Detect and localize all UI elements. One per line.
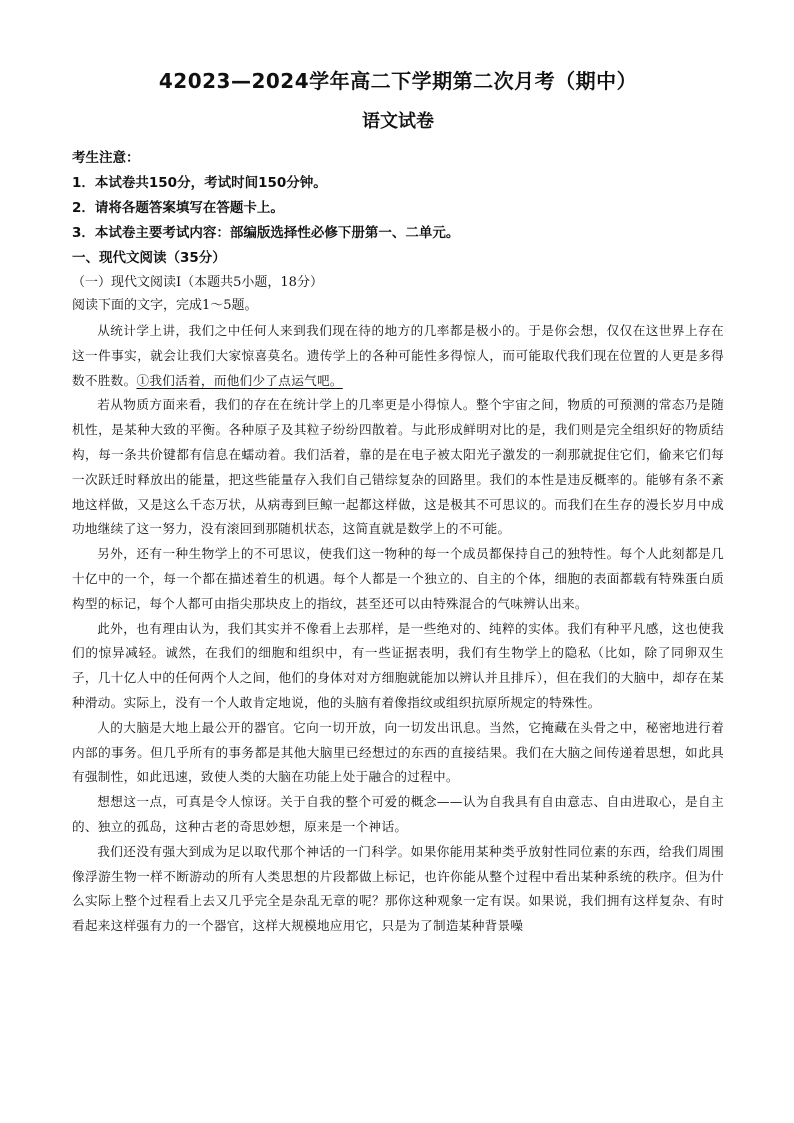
exam-subtitle: 语文试卷 <box>362 111 434 132</box>
passage-paragraph <box>72 319 724 393</box>
passage-text: 从统计学上讲，我们之中任何人来到我们现在待的地方的几率都是极小的。于是你会想，仅仅在这世界上存在这一件事实，就会让我们大家惊喜莫名。遗传学上的各种可能性多得惊人，而可能取代我们现在位置的人更是多得数不胜数。 <box>72 323 724 388</box>
passage-paragraph: 若从物质方面来看，我们的存在在统计学上的几率更是小得惊人。整个宇宙之间，物质的可预测的常态乃是随机性，是某种大致的平衡。各种原子及其粒子纷纷四散着。与此形成鲜明对比的是，我们则是完全组织好的物质结构，每一条共价键都有信息在蠕动着。我们活着，靠的是在电子被太阳光子激发的一刹那就捉住它们，偷来它们每一次跃迁时释放出的能量，把这些能量存入我们自己错综复杂的回路里。我们的本性是违反概率的。能够有条不紊地这样做，又是这么千态万状，从病毒到巨鲸一起都这样做，这是极其不可思议的。而我们在生存的漫长岁月中成功地继续了这一努力，没有滚回到那随机状态，这简直就是数学上的不可能。 <box>72 397 724 537</box>
underlined-sentence: ①我们活着，而他们少了点运气吧。 <box>136 372 343 388</box>
reading-passage <box>72 319 724 939</box>
section-heading: 一、现代文阅读（35分） <box>72 250 226 266</box>
reading-instruction: 阅读下面的文字，完成1～5题。 <box>72 298 258 313</box>
passage-paragraph: 想想这一点，可真是令人惊讶。关于自我的整个可爱的概念——认为自我具有自由意志、自由进取心，是自主的、独立的孤岛，这种古老的奇思妙想，原来是一个神话。 <box>72 794 724 834</box>
notice-item: 3．本试卷主要考试内容：部编版选择性必修下册第一、二单元。 <box>72 225 460 241</box>
notice-item: 2．请将各题答案填写在答题卡上。 <box>72 200 284 216</box>
exam-title: 42023—2024学年高二下学期第二次月考（期中） <box>158 69 638 93</box>
passage-paragraph: 另外，还有一种生物学上的不可思议，使我们这一物种的每一个成员都保持自己的独特性。每个人此刻都是几十亿中的一个，每一个都在描述着生的机遇。每个人都是一个独立的、自主的个体，细胞的表面都载有特殊蛋白质构型的标记，每个人都可由指尖那块皮上的指纹，甚至还可以由特殊混合的气味辨认出来。 <box>72 546 724 611</box>
section-subheading: （一）现代文阅读Ⅰ（本题共5小题，18分） <box>72 275 323 290</box>
notice-heading: 考生注意： <box>72 150 140 166</box>
notice-item: 1．本试卷共150分，考试时间150分钟。 <box>72 175 327 191</box>
passage-paragraph: 我们还没有强大到成为足以取代那个神话的一门科学。如果你能用某种类乎放射性同位素的东西，给我们周围像浮游生物一样不断游动的所有人类思想的片段都做上标记，也许你能从整个过程中看出某种系统的秩序。但为什么实际上整个过程看上去又几乎完全是杂乱无章的呢？那你这种观象一定有误。如果说，我们拥有这样复杂、有时看起来这样强有力的一个器官，这样大规模地应用它，只是为了制造某种背景噪 <box>72 843 724 934</box>
passage-paragraph: 人的大脑是大地上最公开的器官。它向一切开放，向一切发出讯息。当然，它掩藏在头骨之中，秘密地进行着内部的事务。但几乎所有的事务都是其他大脑里已经想过的东西的直接结果。我们在大脑之间传递着思想，如此具有强制性，如此迅速，致使人类的大脑在功能上处于融合的过程中。 <box>72 719 724 785</box>
passage-paragraph: 此外，也有理由认为，我们其实并不像看上去那样，是一些绝对的、纯粹的实体。我们有种平凡感，这也使我们的惊异减轻。诚然，在我们的细胞和组织中，有一些证据表明，我们有生物学上的隐私（比如，除了同卵双生子，几十亿人中的任何两个人之间，他们的身体对对方细胞就能加以辨认并且排斥），但在我们的大脑中，却存在某种滑动。实际上，没有一个人敢肯定地说，他的头脑有着像指纹或组织抗原所规定的特殊性。 <box>72 620 724 710</box>
